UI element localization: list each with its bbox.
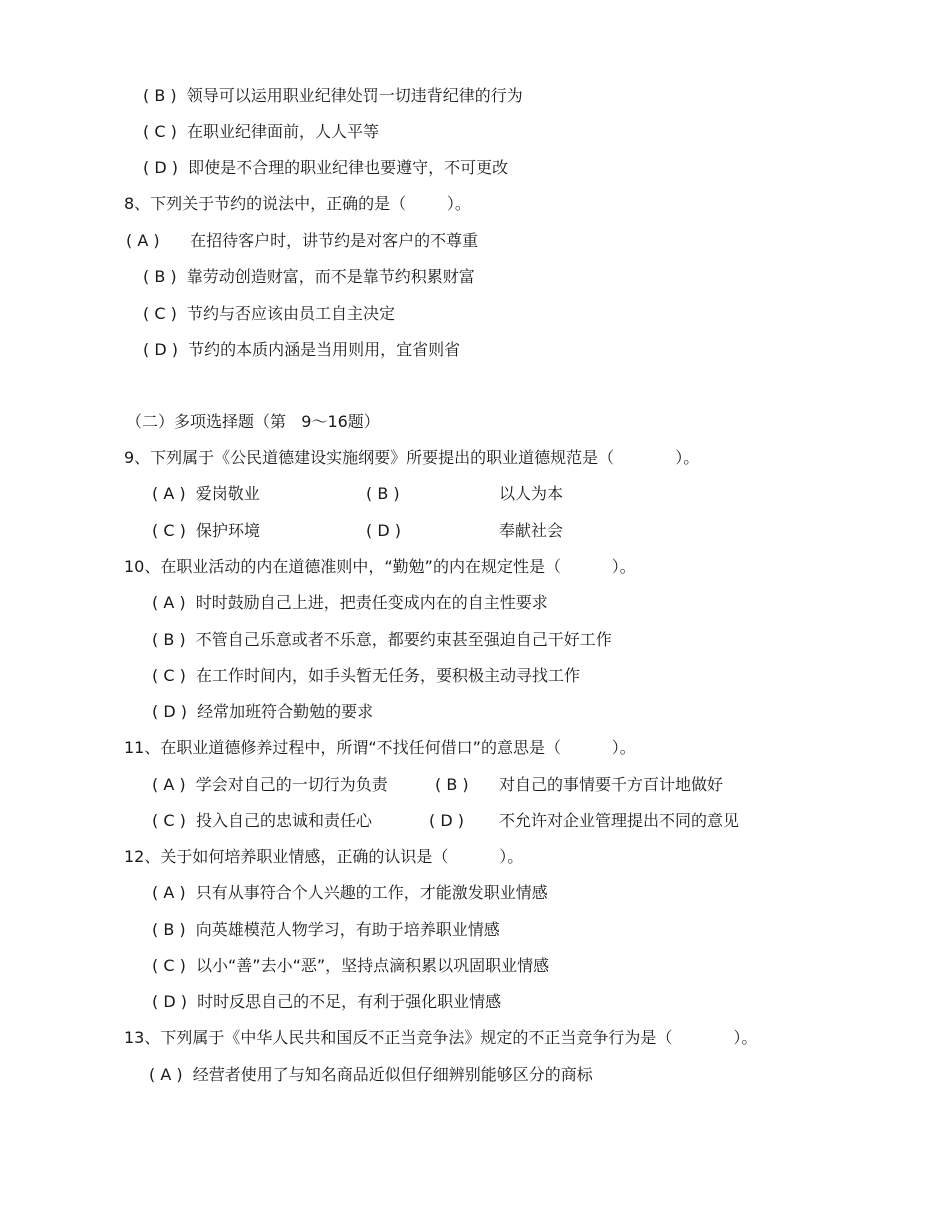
q11-option-d-text: 不允许对企业管理提出不同的意见: [499, 811, 740, 830]
q9-option-d-label: ( D ): [366, 521, 401, 540]
q11-option-c: ( C ) 投入自己的忠诚和责任心: [152, 811, 373, 830]
question-11: 11、在职业道德修养过程中，所谓“不找任何借口”的意思是（ ）。: [124, 738, 636, 757]
q11-option-a: ( A ) 学会对自己的一切行为负责: [152, 775, 388, 794]
q12-option-d: ( D ) 时时反思自己的不足，有利于强化职业情感: [152, 992, 502, 1011]
q7-option-b: ( B ) 领导可以运用职业纪律处罚一切违背纪律的行为: [143, 86, 523, 105]
q12-option-b: ( B ) 向英雄模范人物学习，有助于培养职业情感: [152, 920, 500, 939]
q9-option-d-text: 奉献社会: [499, 521, 564, 540]
q11-option-b-text: 对自己的事情要千方百计地做好: [499, 775, 724, 794]
question-12: 12、关于如何培养职业情感，正确的认识是（ ）。: [124, 847, 524, 866]
q10-option-c: ( C ) 在工作时间内，如手头暂无任务，要积极主动寻找工作: [152, 666, 581, 685]
question-10: 10、在职业活动的内在道德准则中，“勤勉”的内在规定性是（ ）。: [124, 557, 636, 576]
q12-option-c: ( C ) 以小“善”去小“恶”，坚持点滴积累以巩固职业情感: [152, 956, 550, 975]
q10-option-b: ( B ) 不管自己乐意或者不乐意，都要约束甚至强迫自己干好工作: [152, 630, 612, 649]
q12-option-a: ( A ) 只有从事符合个人兴趣的工作，才能激发职业情感: [152, 883, 548, 902]
section-heading-multiple-choice: （二）多项选择题（第 9～16题）: [126, 412, 380, 431]
q9-option-a: ( A ) 爱岗敬业: [152, 484, 260, 503]
question-13: 13、下列属于《中华人民共和国反不正当竞争法》规定的不正当竞争行为是（ ）。: [124, 1028, 758, 1047]
q8-option-a: ( A ) 在招待客户时，讲节约是对客户的不尊重: [126, 231, 479, 250]
q9-option-b-text: 以人为本: [499, 484, 564, 503]
q9-option-b-label: ( B ): [366, 484, 400, 503]
q8-option-c: ( C ) 节约与否应该由员工自主决定: [143, 304, 396, 323]
q7-option-d: ( D ) 即使是不合理的职业纪律也要遵守，不可更改: [143, 158, 509, 177]
q11-option-b-label: ( B ): [435, 775, 469, 794]
q7-option-c: ( C ) 在职业纪律面前，人人平等: [143, 122, 380, 141]
q8-option-d: ( D ) 节约的本质内涵是当用则用，宜省则省: [143, 340, 461, 359]
q10-option-d: ( D ) 经常加班符合勤勉的要求: [152, 702, 374, 721]
q8-option-b: ( B ) 靠劳动创造财富，而不是靠节约积累财富: [143, 267, 475, 286]
question-8: 8、下列关于节约的说法中，正确的是（ ）。: [124, 194, 471, 213]
q9-option-c: ( C ) 保护环境: [152, 521, 261, 540]
q11-option-d-label: ( D ): [429, 811, 464, 830]
q10-option-a: ( A ) 时时鼓励自己上进，把责任变成内在的自主性要求: [152, 593, 548, 612]
question-9: 9、下列属于《公民道德建设实施纲要》所要提出的职业道德规范是（ ）。: [124, 448, 700, 467]
q13-option-a: ( A ) 经营者使用了与知名商品近似但仔细辨别能够区分的商标: [149, 1065, 593, 1084]
